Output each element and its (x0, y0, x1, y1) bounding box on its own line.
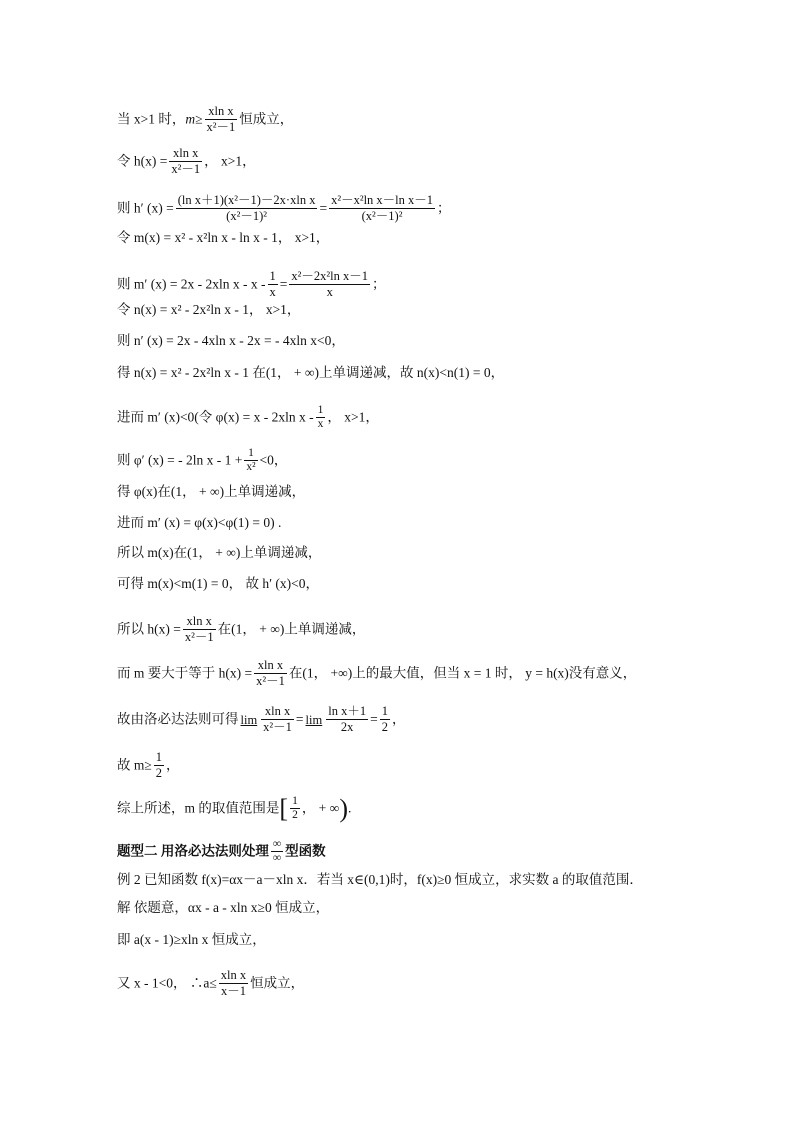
line-define-n: 令 n(x) = x² - 2x²ln x - 1， x>1， (117, 302, 301, 317)
line-m-decreasing: 所以 m(x)在(1， + ∞)上单调递减， (117, 545, 322, 560)
line-condition-x-gt-1 (117, 104, 293, 135)
line-h-negative: 可得 m(x)<m(1) = 0， 故 h′ (x)<0， (117, 576, 320, 591)
line-m-derivative (117, 269, 386, 300)
text: = (295, 711, 304, 727)
line-solution-start: 解 依题意，αx - a - xln x≥0 恒成立， (117, 900, 330, 915)
line-a-bound (117, 968, 304, 999)
fraction: $\frac{1}{2}$ (292, 795, 298, 821)
fraction: $\frac{\text{xln x}}{\text{x²－1}}$ (171, 146, 201, 176)
text: ， x>1， (327, 409, 379, 425)
fraction: $\frac{\text{xln x}}{\text{x²－1}}$ (263, 704, 292, 734)
text: 型函数 (285, 843, 326, 859)
text: . (347, 800, 352, 816)
line-n-decreasing: 得 n(x) = x² - 2x²ln x - 1 在(1， + ∞)上单调递减，故 n(x)<n(1) = 0， (117, 365, 505, 380)
text: = (279, 276, 288, 292)
fraction: $\frac{\text{xln x}}{\text{x²－1}}$ (184, 614, 214, 644)
line-h-derivative (117, 193, 451, 224)
line-define-m: 令 m(x) = x² - x²ln x - ln x - 1， x>1， (117, 230, 330, 245)
text: 恒成立， (250, 975, 305, 991)
line-max-value (117, 658, 636, 689)
text: 在(1， + ∞)上单调递减， (217, 621, 366, 637)
fraction: $\frac{\text{ln x＋1}}{2x}$ (328, 704, 367, 734)
text: ； (437, 200, 451, 216)
section-heading-type-2 (117, 838, 326, 865)
line-define-h (117, 146, 256, 177)
text: 故由洛必达法则可得 (117, 711, 239, 727)
line-range-conclusion (117, 795, 351, 822)
fraction: $\frac{\text{xln x}}{\text{x²－1}}$ (206, 104, 236, 134)
text: 而 m 要大于等于 h(x) = (117, 665, 253, 681)
text: 令 h(x) = (117, 153, 168, 169)
text: = (319, 200, 328, 216)
text: 当 x>1 时， (117, 111, 186, 127)
line-a-inequality: 即 a(x - 1)≥xln x 恒成立， (117, 932, 266, 947)
line-m-ge-half (117, 750, 180, 781)
text: = (370, 711, 378, 727)
text: ， + ∞ (301, 800, 340, 816)
text: 在(1， +∞)上的最大值，但当 x = 1 时， y = h(x)没有意义， (288, 665, 637, 681)
line-phi-decreasing: 得 φ(x)在(1， + ∞)上单调递减， (117, 484, 306, 499)
text: 故 m≥ (117, 757, 152, 773)
lim-symbol: lim (305, 712, 323, 727)
fraction: $\frac{\text{x²－x²ln x－ln x－1}}{\text{(x²－1)²}}$ (331, 193, 434, 223)
text: 则 φ′ (x) = - 2ln x - 1 + (117, 452, 243, 468)
line-m-lt-zero: 进而 m′ (x) = φ(x)<φ(1) = 0) . (117, 515, 282, 530)
text: 则 h′ (x) = (117, 200, 174, 216)
text: 又 x - 1<0， ∴a≤ (117, 975, 217, 991)
text: 所以 h(x) = (117, 621, 181, 637)
text: ； (372, 276, 386, 292)
lim-symbol: lim (240, 712, 258, 727)
fraction: $\frac{1}{x}$ (317, 404, 324, 430)
text: m≥ (185, 111, 203, 127)
fraction: $\frac{1}{2}$ (155, 750, 163, 780)
line-h-decreasing (117, 614, 365, 645)
fraction: $\frac{\text{xln x}}{\text{x²－1}}$ (256, 658, 285, 688)
fraction: $\frac{\text{xln x}}{x-1}$ (220, 968, 247, 998)
line-n-derivative: 则 n′ (x) = 2x - 4xln x - 2x = - 4xln x<0， (117, 333, 345, 348)
text: ， (166, 757, 180, 773)
text: 进而 m′ (x)<0(令 φ(x) = x - 2xln x - (117, 409, 314, 425)
text: 题型二 用洛必达法则处理 (117, 843, 269, 859)
text: ， x>1， (204, 153, 256, 169)
fraction: $\frac{1}{x}$ (269, 269, 276, 299)
line-m-negative (117, 404, 379, 431)
line-phi-derivative (117, 447, 287, 474)
fraction: $\frac{\text{x²－2x²ln x－1}}{x}$ (291, 269, 369, 299)
text: ， (391, 711, 406, 727)
example-2-statement: 例 2 已知函数 f(x)=αx－a－xln x．若当 x∈(0,1)时，f(x)≥0 恒成立，求实数 a 的取值范围． (117, 872, 643, 887)
text: 综上所述，m 的取值范围是 (117, 800, 280, 816)
fraction: $\frac{1}{2}$ (381, 704, 388, 734)
text: 恒成立， (239, 111, 294, 127)
text: 则 m′ (x) = 2x - 2xln x - x - (117, 276, 266, 292)
fraction: $\frac{\text{(ln x＋1)(x²－1)－2x·xln x}}{\text{(x²－1)²}}$ (177, 193, 316, 223)
fraction: $\frac{\infty}{\infty}$ (272, 838, 282, 864)
fraction: $\frac{1}{\text{x²}}$ (246, 447, 256, 473)
bracket-right: ) (339, 793, 348, 823)
line-lhopital-limit (117, 704, 405, 735)
bracket-left: [ (279, 793, 289, 823)
text: <0， (259, 452, 288, 468)
